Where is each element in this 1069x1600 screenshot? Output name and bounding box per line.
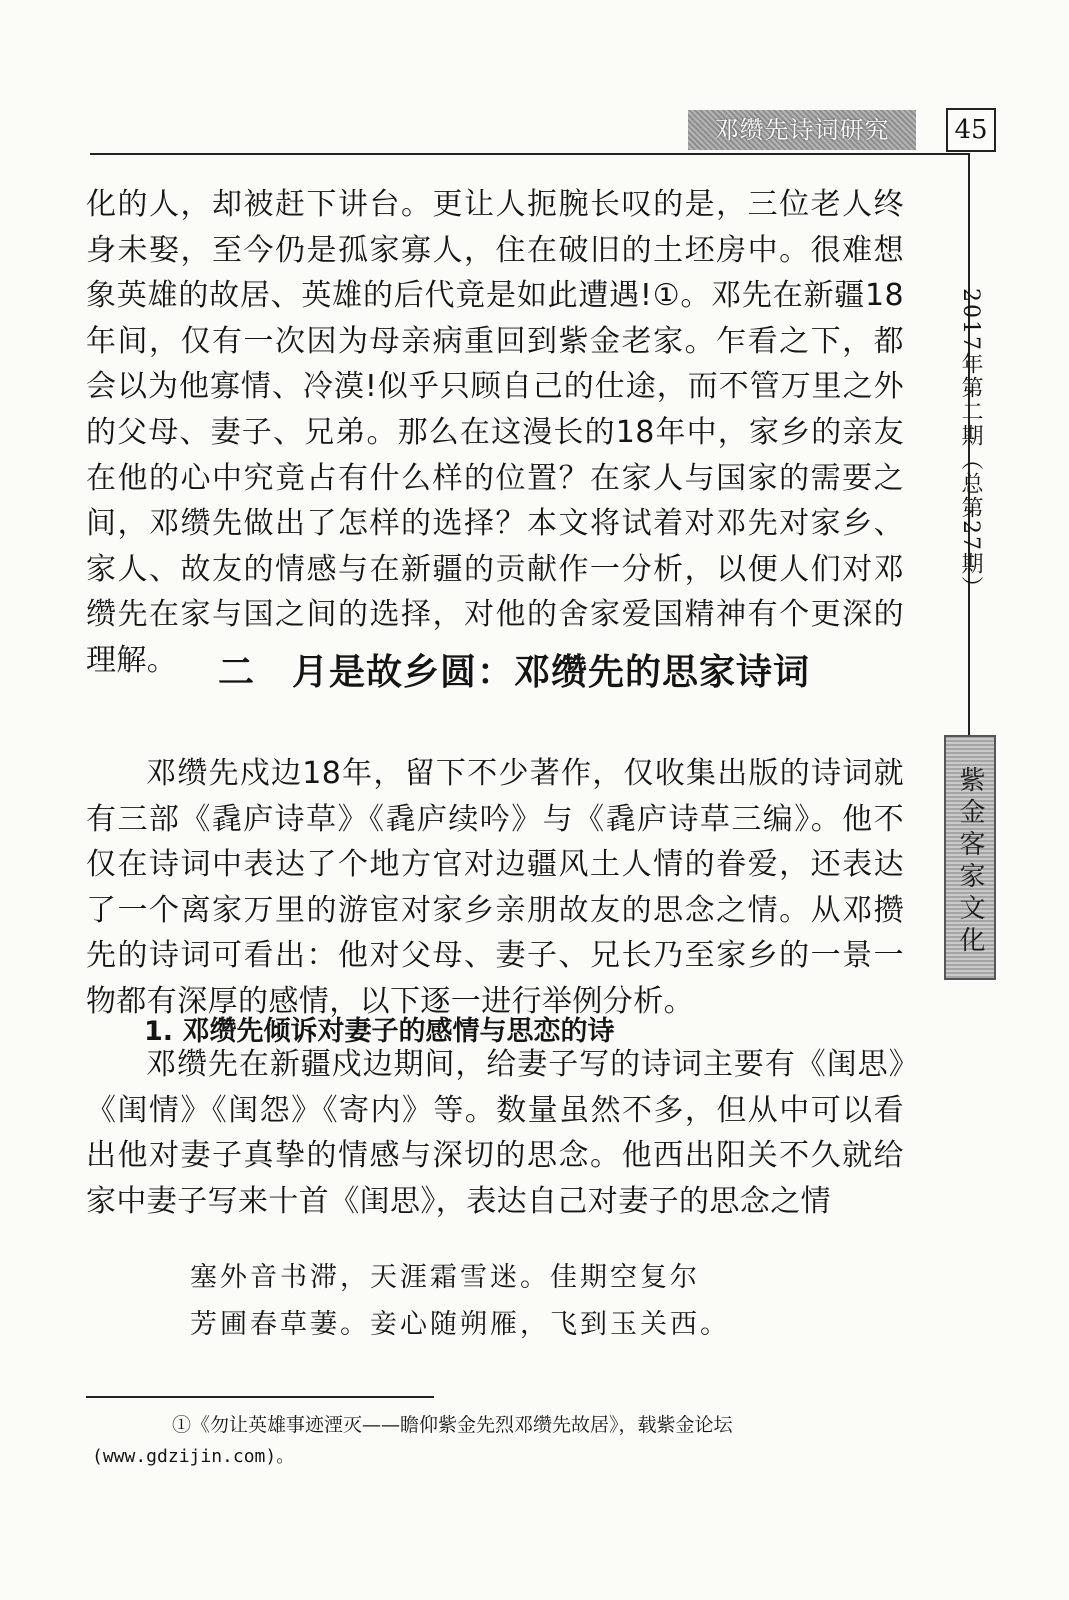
running-header: 邓缵先诗词研究: [688, 110, 916, 150]
body-paragraph-3: 邓缵先在新疆戍边期间，给妻子写的诗词主要有《闺思》《闺情》《闺怨》《寄内》等。数量虽然不多，但从中可以看出他对妻子真挚的情感与深切的思念。他西出阳关不久就给家中妻子写来十首《闺思》，表达自己对妻子的思念之情: [86, 1047, 904, 1219]
poem-line-2: 芳圃春草萋。妾心随朔雁，飞到玉关西。: [190, 1309, 730, 1340]
body-paragraph-2: 邓缵先戍边18年，留下不少著作，仅收集出版的诗词就有三部《毳庐诗草》《毳庐续吟》与《毳庐诗草三编》。他不仅在诗词中表达了个地方官对边疆风土人情的眷爱，还表达了一个离家万里的游宦对家乡亲朋故友的思念之情。从邓攒先的诗词可看出：他对父母、妻子、兄长乃至家乡的一景一物都有深厚的感情，以下逐一进行举例分析。: [86, 756, 904, 1019]
journal-badge: 紫金客家文化: [944, 735, 996, 980]
poem-line-1: 塞外音书滞，天涯霜雪迷。佳期空复尔: [190, 1262, 700, 1293]
footnote-line-1: ①《勿让英雄事迹湮灭——瞻仰紫金先烈邓缵先故居》，载紫金论坛: [172, 1414, 733, 1436]
body-paragraph-1: 化的人，却被赶下讲台。更让人扼腕长叹的是，三位老人终身未娶，至今仍是孤家寡人，住在破旧的土坯房中。很难想象英雄的故居、英雄的后代竟是如此遭遇!①。邓先在新疆18年间，仅有一次因为母亲病重回到紫金老家。乍看之下，都会以为他寡情、冷漠!似乎只顾自己的仕途，而不管万里之外的父母、妻子、兄弟。那么在这漫长的18年中，家乡的亲友在他的心中究竟占有什么样的位置？在家人与国家的需要之间，邓缵先做出了怎样的选择？本文将试着对邓先对家乡、家人、故友的情感与在新疆的贡献作一分析，以便人们对邓缵先在家与国之间的选择，对他的舍家爱国精神有个更深的理解。: [86, 187, 904, 678]
issue-label: 2017年第二期（总第27期）: [958, 288, 983, 600]
subheading: 1. 邓缵先倾诉对妻子的感情与思恋的诗: [144, 1016, 615, 1047]
header-rule: [90, 153, 970, 155]
footnote-rule: [86, 1396, 434, 1398]
section-heading: 二 月是故乡圆：邓缵先的思家诗词: [218, 651, 811, 693]
footnote-line-2: (www.gdzijin.com)。: [92, 1446, 295, 1467]
page-number: 45: [946, 108, 996, 152]
